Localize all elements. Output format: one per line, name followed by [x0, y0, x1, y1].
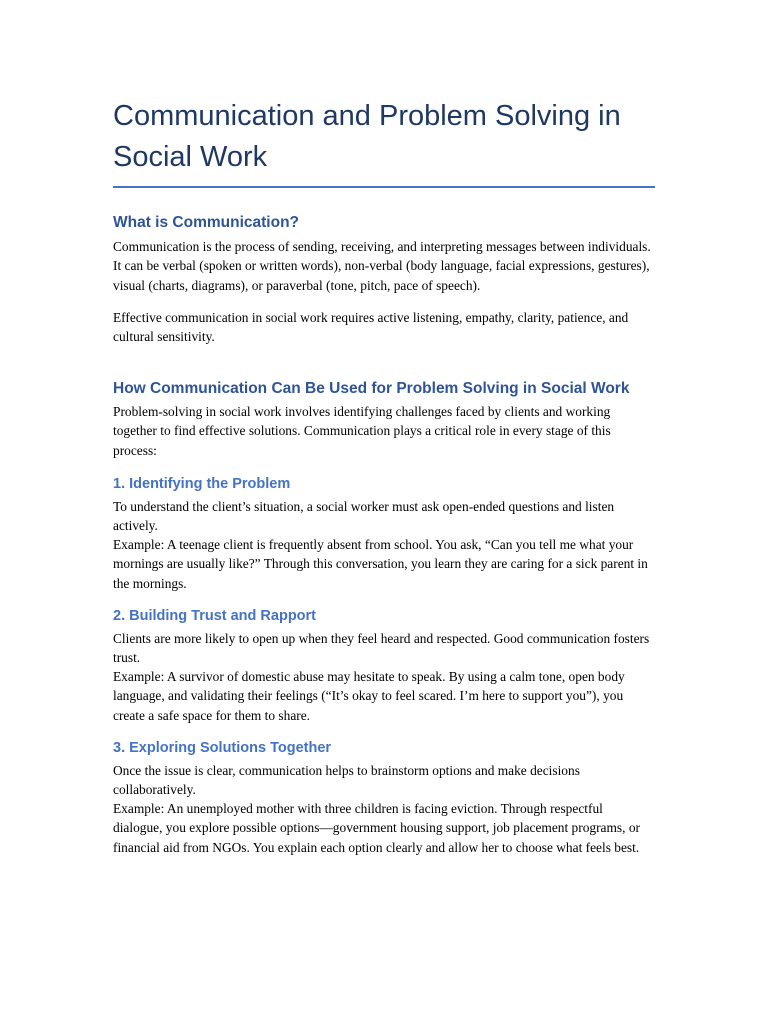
paragraph-effective-communication: Effective communication in social work requires active listening, empathy, clarity, patience, and cultural sensitivity.	[113, 310, 629, 345]
step-text-identifying-problem: To understand the client’s situation, a social worker must ask open-ended questions and listen actively.	[113, 499, 615, 534]
title-divider	[113, 186, 655, 188]
step-heading-identifying-problem: 1. Identifying the Problem	[113, 476, 291, 492]
step-example-identifying-problem: Example: A teenage client is frequently absent from school. You ask, “Can you tell me what your mornings are usually like?” Through this conversation, you learn they are caring for a sick parent in the mornings.	[113, 537, 648, 591]
document-title: Communication and Problem Solving in Social Work	[113, 100, 621, 173]
section-heading-what-is-communication: What is Communication?	[113, 214, 299, 231]
paragraph-problem-solving-intro: Problem-solving in social work involves identifying challenges faced by clients and working together to find effective solutions. Communication plays a critical role in every stage of this process:	[113, 404, 611, 458]
step-text-exploring-solutions: Once the issue is clear, communication helps to brainstorm options and make decisions collaboratively.	[113, 763, 580, 798]
step-example-exploring-solutions: Example: An unemployed mother with three children is facing eviction. Through respectful dialogue, you explore possible options—government housing support, job placement programs, or financial aid from NGOs. You explain each option clearly and allow her to choose what feels best.	[113, 801, 640, 855]
step-heading-building-trust: 2. Building Trust and Rapport	[113, 608, 316, 624]
section-heading-problem-solving: How Communication Can Be Used for Problem Solving in Social Work	[113, 380, 630, 397]
paragraph-communication-definition: Communication is the process of sending, receiving, and interpreting messages between individuals. It can be verbal (spoken or written words), non-verbal (body language, facial expressions, gestures), visual (charts, diagrams), or paraverbal (tone, pitch, pace of speech).	[113, 239, 651, 293]
step-example-building-trust: Example: A survivor of domestic abuse may hesitate to speak. By using a calm tone, open body language, and validating their feelings (“It’s okay to feel scared. I’m here to support you”), you create a safe space for them to share.	[113, 669, 625, 723]
step-heading-exploring-solutions: 3. Exploring Solutions Together	[113, 740, 332, 756]
step-text-building-trust: Clients are more likely to open up when they feel heard and respected. Good communication fosters trust.	[113, 631, 650, 666]
